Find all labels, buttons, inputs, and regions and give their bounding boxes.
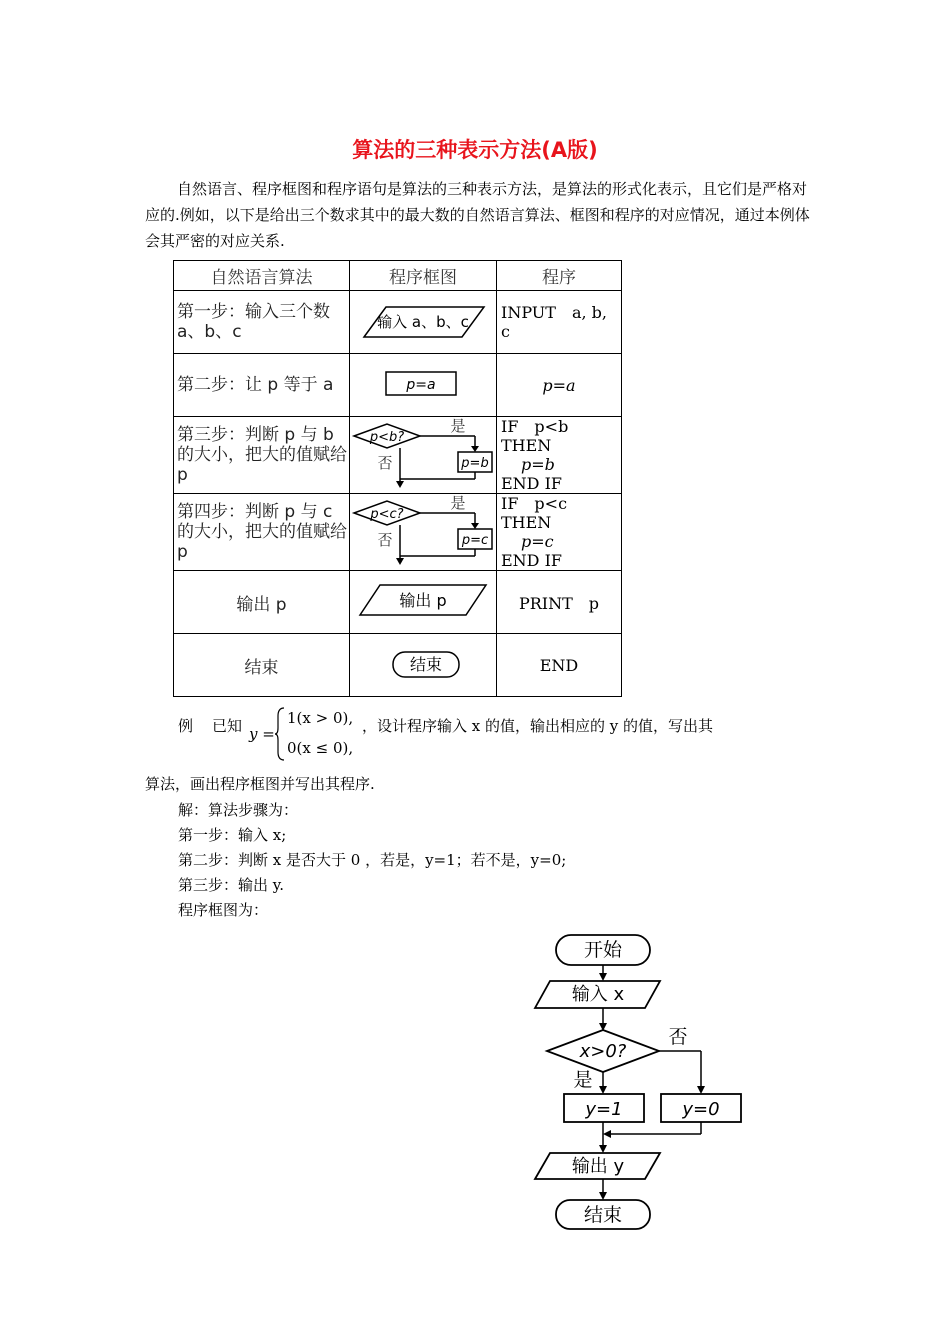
natural-output: 输出 p [174,571,350,634]
flow-assign-label: p=a [406,377,436,393]
page-title: 算法的三种表示方法(A版) [352,138,598,162]
solution-line: 第三步：输出 y. [178,876,285,894]
table-row [174,354,622,417]
flow-yes-label: 是 [450,495,466,512]
example-tail: ，设计程序输入 x 的值，输出相应的 y 的值，写出其 [362,717,714,735]
program-line: p=b [521,455,555,474]
flow-end-label: 结束 [409,655,443,674]
flow-cell-6 [350,634,497,697]
natural-step-2: 第二步：让 p 等于 a [174,354,350,417]
piecewise-case-1: 1(x > 0), [287,709,354,727]
table-row [174,417,622,494]
flow-no-label: 否 [377,531,393,549]
decision-label: x>0? [579,1041,627,1062]
example-given: 已知 [212,717,243,735]
piecewise-y: y = [249,725,275,743]
decision-no-label: 否 [668,1026,688,1048]
example-label: 例 [178,717,194,735]
input-label: 输入 x [571,984,625,1005]
table-header-row [174,261,622,291]
flow-no-label: 否 [377,454,393,472]
flow-assign-label: p=b [461,456,489,471]
natural-step-4: 第四步：判断 p 与 c 的大小，把大的值赋给 p [174,494,350,571]
end-terminal [350,634,496,692]
header-flow: 程序框图 [350,261,497,291]
table-row [174,571,622,634]
flow-output-label: 输出 p [399,591,447,610]
output-parallelogram [350,571,496,629]
program-end: END [497,634,622,697]
table-row [174,291,622,354]
output-label: 输出 y [571,1156,625,1177]
program-line: END IF [501,551,563,570]
decision-flow-3 [350,418,496,488]
comparison-table [173,260,622,697]
program-line: IF p<b THEN [501,417,585,455]
flow-assign-label: p=c [461,533,489,548]
solution-line: 第一步：输入 x; [178,826,287,844]
intro-paragraph: 自然语言、程序框图和程序语句是算法的三种表示方法，是算法的形式化表示，且它们是严格对应的.例如，以下是给出三个数求其中的最大数的自然语言算法、框图和程序的对应情况，通过本例体会其严密的对应关系. [145,180,810,250]
program-line: END IF [501,474,563,493]
solution-line: 第二步：判断 x 是否大于 0 ，若是，y=1；若不是，y=0; [178,851,567,869]
flow-cell-4 [350,494,497,571]
natural-step-3: 第三步：判断 p 与 b 的大小，把大的值赋给 p [174,417,350,494]
flow-cond-label: p<b? [369,430,405,445]
header-program: 程序 [497,261,622,291]
program-step-1: INPUT a, b, c [497,291,622,354]
flow-cell-1 [350,291,497,354]
flow-cell-5 [350,571,497,634]
table-row [174,494,622,571]
solution-flowchart [520,925,760,1235]
example-line-2: 算法，画出程序框图并写出其程序. [145,775,375,793]
decision-flow-4 [350,495,496,565]
flow-cell-2 [350,354,497,417]
decision-yes-label: 是 [573,1069,593,1091]
program-output: PRINT p [497,571,622,634]
table-row [174,634,622,697]
flow-yes-label: 是 [450,418,466,435]
program-line: p=c [521,532,554,551]
natural-end: 结束 [174,634,350,697]
flow-cell-3 [350,417,497,494]
header-natural: 自然语言算法 [174,261,350,291]
input-parallelogram [350,291,496,349]
end-label: 结束 [583,1204,623,1226]
assign-y1-label: y=1 [585,1099,623,1120]
program-step-3 [497,417,622,494]
assign-y0-label: y=0 [682,1099,720,1120]
flow-input-label: 输入 a、b、c [377,313,469,331]
piecewise-brace [274,706,286,762]
start-label: 开始 [583,939,623,961]
program-step-4 [497,494,622,571]
assign-rect [350,354,496,412]
program-step-2: p=a [497,354,622,417]
program-line: IF p<c THEN [501,494,584,532]
piecewise-case-2: 0(x ≤ 0), [287,739,354,757]
flow-cond-label: p<c? [370,507,404,522]
natural-step-1: 第一步：输入三个数 a、b、c [174,291,350,354]
solution-line: 解：算法步骤为： [178,801,299,819]
solution-line: 程序框图为： [178,901,269,919]
